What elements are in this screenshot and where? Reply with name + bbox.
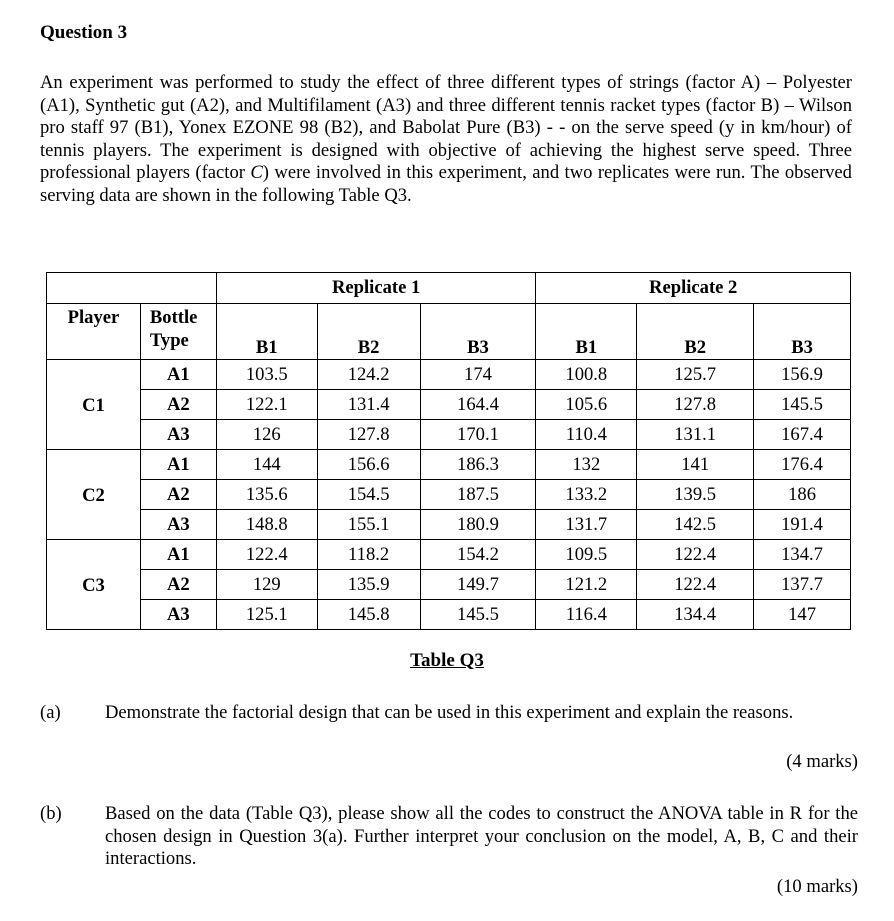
value-cell: 132 [536,450,637,480]
table-row [47,450,851,480]
table-row [47,570,851,600]
value-cell: 122.1 [216,390,317,420]
intro-part2: ) were involved in this experiment, and two replicates were run. The observed serving data are shown in the following Table Q3. [40,162,852,206]
value-cell: 154.2 [420,540,536,570]
intro-factor-c: C [250,162,263,184]
table-row [47,480,851,510]
player-cell: C1 [47,360,141,450]
question-b-text: Based on the data (Table Q3), please show all the codes to construct the ANOVA table in R for the chosen design in Question 3(a). Further interpret your conclusion on the model, A, B, C and their interactions. [105,803,858,870]
replicate1-header: Replicate 1 [216,273,536,304]
bottle-type-cell: A2 [140,390,216,420]
value-cell: 105.6 [536,390,637,420]
bottle-type-cell: A2 [140,570,216,600]
bottle-type-cell: A2 [140,480,216,510]
col-header: B3 [754,304,851,360]
value-cell: 167.4 [754,420,851,450]
value-cell: 141 [637,450,754,480]
value-cell: 145.5 [420,600,536,630]
value-cell: 122.4 [216,540,317,570]
value-cell: 156.9 [754,360,851,390]
value-cell: 180.9 [420,510,536,540]
value-cell: 100.8 [536,360,637,390]
value-cell: 131.7 [536,510,637,540]
value-cell: 116.4 [536,600,637,630]
value-cell: 129 [216,570,317,600]
value-cell: 148.8 [216,510,317,540]
value-cell: 134.4 [637,600,754,630]
question-a-label: (a) [40,702,61,723]
value-cell: 137.7 [754,570,851,600]
value-cell: 186.3 [420,450,536,480]
value-cell: 145.8 [317,600,420,630]
question-a-text: Demonstrate the factorial design that can be used in this experiment and explain the reasons. [105,702,794,723]
value-cell: 127.8 [637,390,754,420]
corner-cell [47,273,217,304]
question-b-label: (b) [40,803,62,824]
table-row [47,360,851,390]
col-header: B1 [536,304,637,360]
bottle-type-cell: A1 [140,540,216,570]
value-cell: 191.4 [754,510,851,540]
value-cell: 142.5 [637,510,754,540]
value-cell: 126 [216,420,317,450]
value-cell: 125.7 [637,360,754,390]
player-cell: C3 [47,540,141,630]
question-a-marks: (4 marks) [786,751,858,772]
table-row [47,420,851,450]
player-cell: C2 [47,450,141,540]
value-cell: 187.5 [420,480,536,510]
value-cell: 135.6 [216,480,317,510]
table-row [47,510,851,540]
bottle-type-cell: A3 [140,600,216,630]
value-cell: 164.4 [420,390,536,420]
value-cell: 131.4 [317,390,420,420]
value-cell: 122.4 [637,540,754,570]
intro-part1: An experiment was performed to study the effect of three different types of strings (factor A) – Polyester (A1), Synthetic gut (A2), and Multifilament (A3) and three different tennis racket types (factor B) – Wilson pro staff 97 (B1), Yonex EZONE 98 (B2), and Babolat Pure (B3) - - on the serve speed (y in km/hour) of tennis players. The experiment is designed with objective of achieving the highest serve speed. Three professional players (factor [40,72,852,184]
value-cell: 156.6 [317,450,420,480]
value-cell: 149.7 [420,570,536,600]
value-cell: 134.7 [754,540,851,570]
question-title: Question 3 [40,22,128,43]
value-cell: 122.4 [637,570,754,600]
bottle-type-cell: A1 [140,450,216,480]
bottle-type-cell: A1 [140,360,216,390]
value-cell: 139.5 [637,480,754,510]
table-row [47,540,851,570]
value-cell: 155.1 [317,510,420,540]
value-cell: 131.1 [637,420,754,450]
value-cell: 124.2 [317,360,420,390]
table-row [47,390,851,420]
value-cell: 121.2 [536,570,637,600]
value-cell: 154.5 [317,480,420,510]
value-cell: 176.4 [754,450,851,480]
value-cell: 133.2 [536,480,637,510]
value-cell: 186 [754,480,851,510]
bottle-type-header: Bottle Type [140,304,216,360]
value-cell: 174 [420,360,536,390]
bottle-type-cell: A3 [140,420,216,450]
replicate2-header: Replicate 2 [536,273,851,304]
value-cell: 110.4 [536,420,637,450]
value-cell: 147 [754,600,851,630]
value-cell: 109.5 [536,540,637,570]
col-header: B1 [216,304,317,360]
bottle-type-cell: A3 [140,510,216,540]
value-cell: 144 [216,450,317,480]
value-cell: 145.5 [754,390,851,420]
value-cell: 103.5 [216,360,317,390]
value-cell: 125.1 [216,600,317,630]
value-cell: 135.9 [317,570,420,600]
value-cell: 170.1 [420,420,536,450]
value-cell: 118.2 [317,540,420,570]
table-caption: Table Q3 [410,650,484,671]
table-row [47,600,851,630]
question-b-marks: (10 marks) [776,876,858,897]
value-cell: 127.8 [317,420,420,450]
col-header: B2 [317,304,420,360]
col-header: B2 [637,304,754,360]
data-table [46,272,851,630]
col-header: B3 [420,304,536,360]
question-intro [40,72,852,208]
player-header: Player [47,304,141,360]
